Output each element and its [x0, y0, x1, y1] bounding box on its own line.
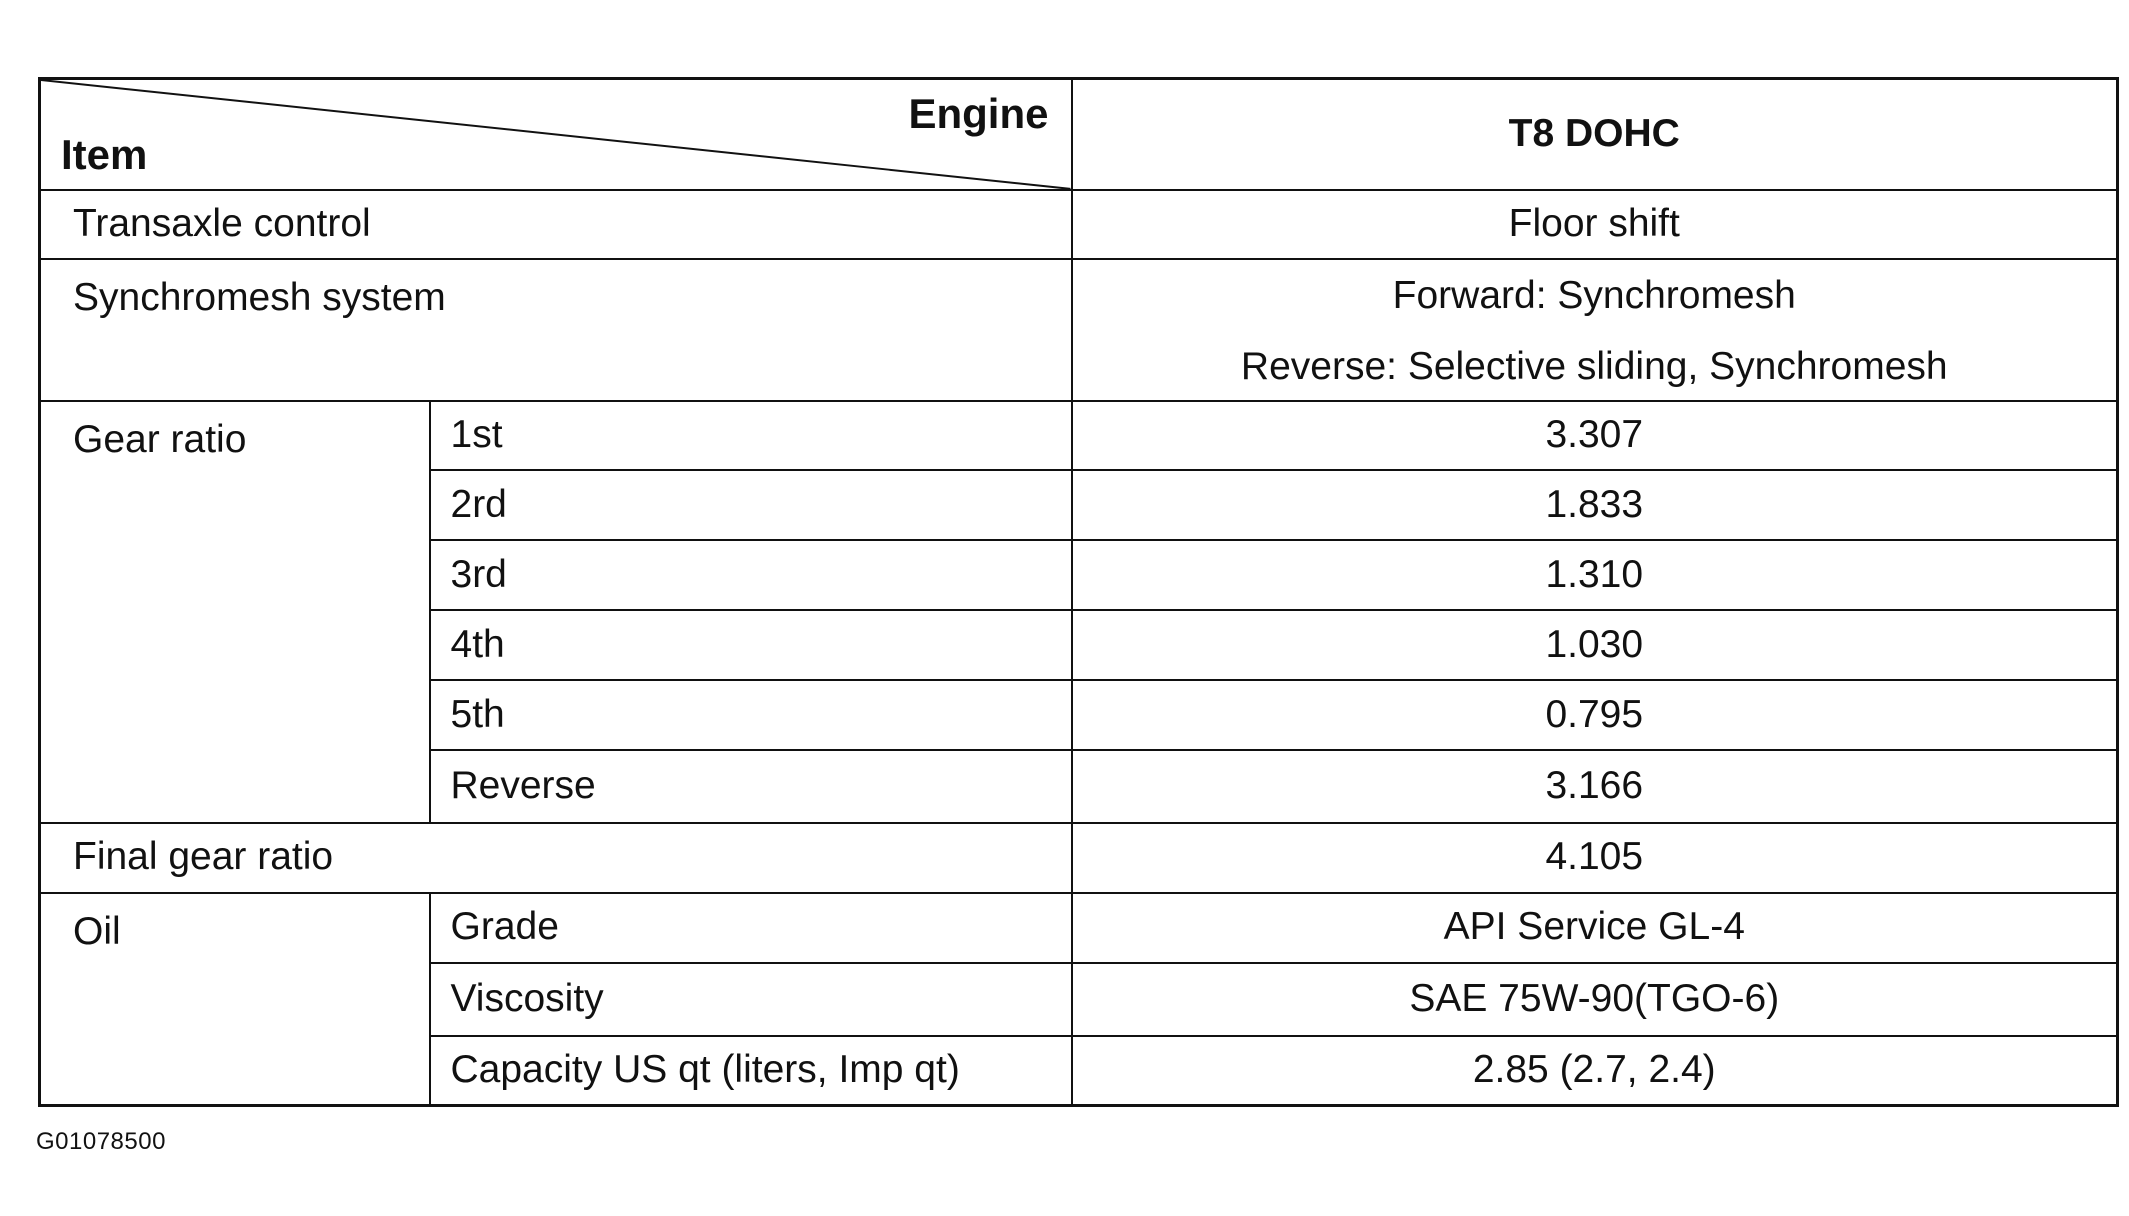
- spec-table: [38, 77, 2119, 1107]
- oil-item-value: SAE 75W-90(TGO-6): [1072, 963, 2118, 1036]
- gear-ratio-value: 3.166: [1072, 750, 2118, 823]
- oil-item-name: Capacity US qt (liters, Imp qt): [430, 1036, 1072, 1106]
- gear-ratio-value: 1.310: [1072, 540, 2118, 610]
- transaxle-control-label: Transaxle control: [40, 190, 1072, 259]
- header-diagonal-cell: [40, 79, 1072, 190]
- oil-item-name: Grade: [430, 893, 1072, 963]
- gear-ratio-value: 0.795: [1072, 680, 2118, 750]
- synchromesh-reverse-value: Reverse: Selective sliding, Synchromesh: [1240, 344, 1948, 388]
- engine-header-label: Engine: [908, 90, 1049, 137]
- synchromesh-system-row: [40, 259, 2118, 401]
- synchromesh-forward-value: Forward: Synchromesh: [1392, 273, 1796, 317]
- gear-ratio-value: 1.833: [1072, 470, 2118, 540]
- gear-name: Reverse: [430, 750, 1072, 823]
- gear-name: 2rd: [430, 470, 1072, 540]
- gear-name: 4th: [430, 610, 1072, 680]
- final-gear-ratio-value: 4.105: [1072, 823, 2118, 893]
- oil-item-value: API Service GL-4: [1072, 893, 2118, 963]
- final-gear-ratio-label: Final gear ratio: [40, 823, 1072, 893]
- gear-ratio-label: Gear ratio: [40, 401, 430, 823]
- gear-ratio-row: [40, 401, 2118, 471]
- oil-item-value: 2.85 (2.7, 2.4): [1072, 1036, 2118, 1106]
- transaxle-control-row: [40, 190, 2118, 259]
- final-gear-ratio-row: [40, 823, 2118, 893]
- figure-code: G01078500: [36, 1128, 166, 1155]
- oil-row: [40, 893, 2118, 963]
- gear-ratio-value: 3.307: [1072, 401, 2118, 471]
- header-row: [40, 79, 2118, 190]
- oil-label: Oil: [40, 893, 430, 1106]
- oil-item-name: Viscosity: [430, 963, 1072, 1036]
- gear-name: 5th: [430, 680, 1072, 750]
- transaxle-control-value: Floor shift: [1072, 190, 2118, 259]
- synchromesh-system-label: Synchromesh system: [40, 259, 1072, 401]
- gear-name: 1st: [430, 401, 1072, 471]
- engine-model-header: T8 DOHC: [1072, 79, 2118, 190]
- item-header-label: Item: [61, 130, 148, 178]
- synchromesh-system-value: [1072, 259, 2118, 401]
- gear-name: 3rd: [430, 540, 1072, 610]
- gear-ratio-value: 1.030: [1072, 610, 2118, 680]
